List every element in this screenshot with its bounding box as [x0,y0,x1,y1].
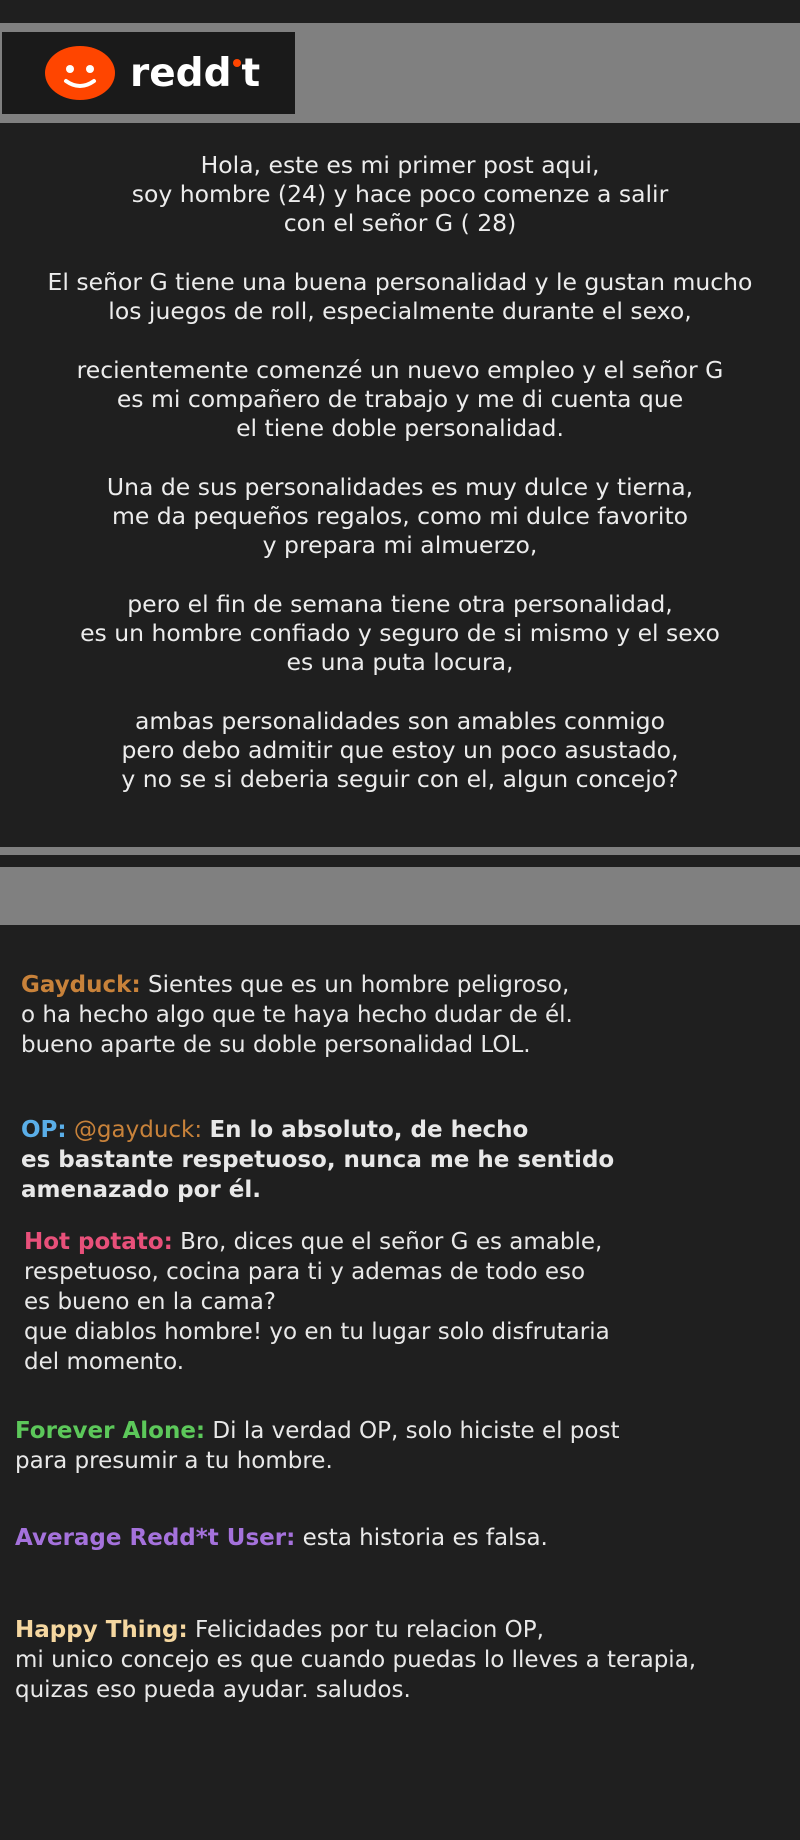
post-paragraph: pero el fin de semana tiene otra personalidad, es un hombre confiado y seguro de si mismo y el sexo es una puta locura, [80,590,720,676]
comment-forever-alone [15,1416,619,1476]
post-paragraph: ambas personalidades son amables conmigo pero debo admitir que estoy un poco asustado, y no se si deberia seguir con el, algun concejo? [121,707,679,793]
post-paragraph: Una de sus personalidades es muy dulce y tierna, me da pequeños regalos, como mi dulce favorito y prepara mi almuerzo, [106,473,694,559]
comment-author[interactable]: Average Redd*t User: [15,1525,296,1551]
comment-gayduck [21,970,573,1060]
comment-hot-potato [24,1227,610,1377]
comment-author[interactable]: OP: [21,1117,67,1143]
logo-text-end: t [241,50,261,96]
comment-author[interactable]: Hot potato: [24,1229,173,1255]
separator-gap [0,855,800,867]
reddit-alien-face-icon [44,45,116,101]
top-strip [0,0,800,23]
comment-mention[interactable]: @gayduck: [66,1117,210,1143]
comment-text: Felicidades por tu relacion OP, mi unico concejo es que cuando puedas lo lleves a terapia, quizas eso pueda ayudar. saludos. [15,1617,697,1703]
comment-author[interactable]: Happy Thing: [15,1617,188,1643]
logo-text-start: redd [130,50,232,96]
post-body [0,151,800,794]
comment-text: Sientes que es un hombre peligroso, o ha hecho algo que te haya hecho dudar de él. bueno aparte de su doble personalidad LOL. [21,972,573,1058]
logo-wordmark [130,51,260,96]
comment-text: En lo absoluto, de hecho es bastante respetuoso, nunca me he sentido amenazado por él. [21,1117,615,1203]
comments-header-bar [0,867,800,925]
comment-text: esta historia es falsa. [295,1525,548,1551]
post-panel [0,123,800,847]
comment-happy-thing [15,1615,696,1705]
post-paragraph: recientemente comenzé un nuevo empleo y el señor G es mi compañero de trabajo y me di cuenta que el tiene doble personalidad. [76,356,724,442]
comment-text: Di la verdad OP, solo hiciste el post para presumir a tu hombre. [15,1418,620,1474]
comment-op [21,1115,614,1205]
comment-author[interactable]: Gayduck: [21,972,141,998]
reddit-logo[interactable] [2,32,295,114]
comment-average-user [15,1523,548,1553]
post-paragraph: Hola, este es mi primer post aqui, soy hombre (24) y hace poco comenze a salir con el señor G ( 28) [131,151,669,237]
separator-line [0,847,800,855]
logo-dot-icon [233,59,241,67]
comment-author[interactable]: Forever Alone: [15,1418,206,1444]
post-paragraph: El señor G tiene una buena personalidad y le gustan mucho los juegos de roll, especialmente durante el sexo, [47,268,753,325]
comment-text: Bro, dices que el señor G es amable, respetuoso, cocina para ti y ademas de todo eso es bueno en la cama? que diablos hombre! yo en tu lugar solo disfrutaria del momento. [24,1229,610,1375]
